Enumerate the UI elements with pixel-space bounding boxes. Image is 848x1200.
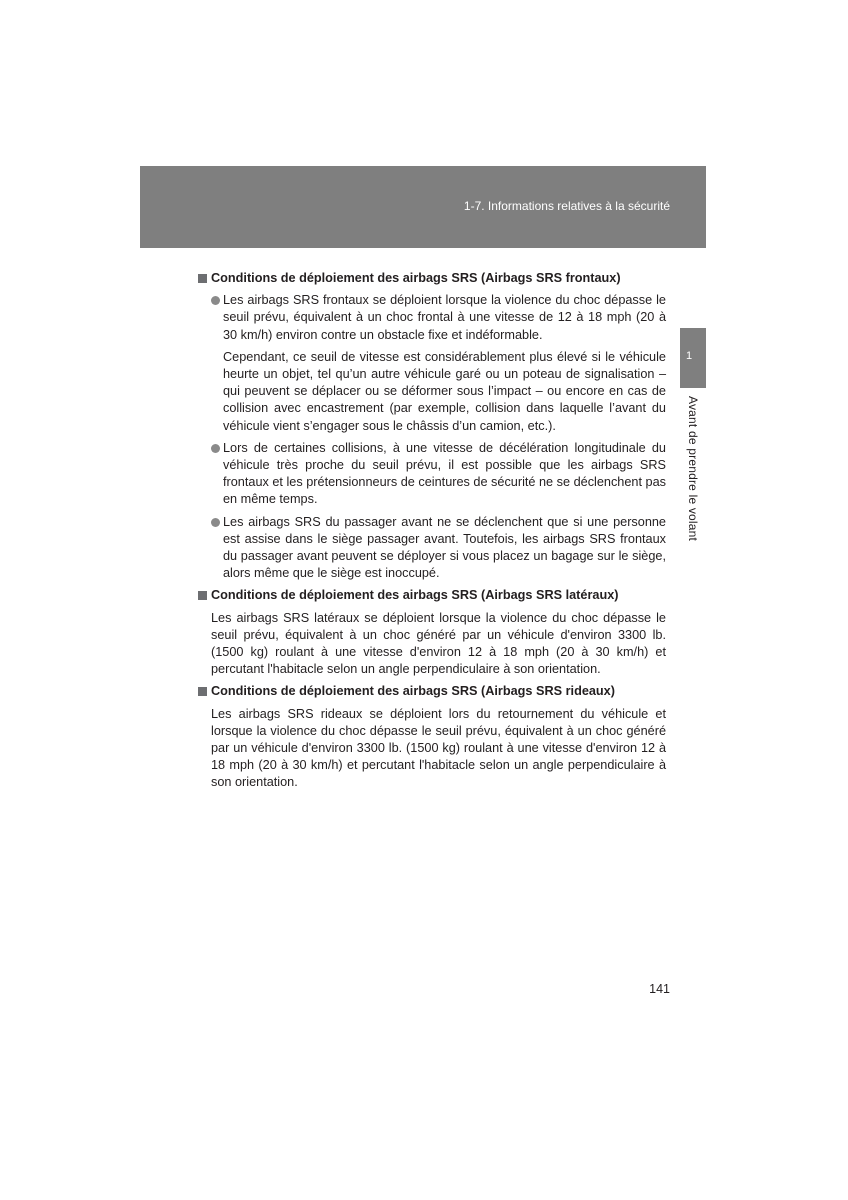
list-item (198, 514, 666, 583)
section-heading-curtain (198, 683, 666, 700)
section-heading-side (198, 587, 666, 604)
section-paragraph: Les airbags SRS latéraux se déploient lorsque la violence du choc dépasse le seuil prévu, équivalent à un choc généré par un véhicule d'environ 3300 lb. (1500 kg) roulant à une vitesse d'environ 12 à 18 mph (20 à 30 km/h) et percutant l'habitacle selon un angle perpendiculaire à son orientation. (211, 610, 666, 677)
chapter-number: 1 (685, 350, 693, 362)
square-icon (198, 591, 207, 600)
square-icon (198, 687, 207, 696)
page-content (198, 270, 666, 797)
list-item-text: Les airbags SRS frontaux se déploient lorsque la violence du choc dépasse le seuil prévu, équivalent à un choc frontal à une vitesse de 12 à 18 mph (20 à 30 km/h) environ contre un obstacle fixe et indéformable. (223, 293, 666, 342)
list-item (198, 440, 666, 509)
list-item-text: Les airbags SRS du passager avant ne se déclenchent que si une personne est assise dans le siège passager avant. Toutefois, les airbags SRS frontaux du passager avant peuvent se déployer si vous placez un bagage sur le siège, alors même que le siège est inoccupé. (223, 514, 666, 581)
header-title: 1-7. Informations relatives à la sécurité (463, 199, 670, 213)
dot-icon (211, 444, 220, 453)
list-item (198, 292, 666, 344)
list-item-continuation: Cependant, ce seuil de vitesse est considérablement plus élevé si le véhicule heurte un objet, tel qu’un autre véhicule garé ou un poteau de signalisation – qui peuvent se déplacer ou se déformer sous l’impact – ou encore en cas de collision avec encastrement (par exemple, collision dans laquelle l’avant du véhicule vient s’engager sous le châssis d’un camion, etc.). (223, 349, 666, 433)
dot-icon (211, 296, 220, 305)
chapter-tab (680, 328, 706, 388)
section-heading-text: Conditions de déploiement des airbags SRS (Airbags SRS latéraux) (211, 588, 619, 603)
list-item-text: Lors de certaines collisions, à une vitesse de décélération longitudinale du véhicule très proche du seuil prévu, il est possible que les airbags SRS frontaux et les prétensionneurs de ceintures de sécurité ne se déclenchent pas en même temps. (223, 440, 666, 507)
dot-icon (211, 518, 220, 527)
chapter-label: Avant de prendre le volant (686, 396, 700, 542)
header-band (140, 166, 706, 248)
square-icon (198, 274, 207, 283)
page-number: 141 (649, 982, 670, 996)
section-heading-text: Conditions de déploiement des airbags SRS (Airbags SRS frontaux) (211, 271, 621, 285)
section-paragraph: Les airbags SRS rideaux se déploient lors du retournement du véhicule et lorsque la violence du choc dépasse le seuil prévu, équivalent à un choc généré par un véhicule d'environ 3300 lb. (1500 kg) roulant à une vitesse d'environ 12 à 18 mph (20 à 30 km/h) et percutant l'habitacle selon un angle perpendiculaire à son orientation. (211, 706, 666, 790)
section-heading-text: Conditions de déploiement des airbags SRS (Airbags SRS rideaux) (211, 684, 615, 699)
section-heading-frontal (198, 270, 666, 287)
